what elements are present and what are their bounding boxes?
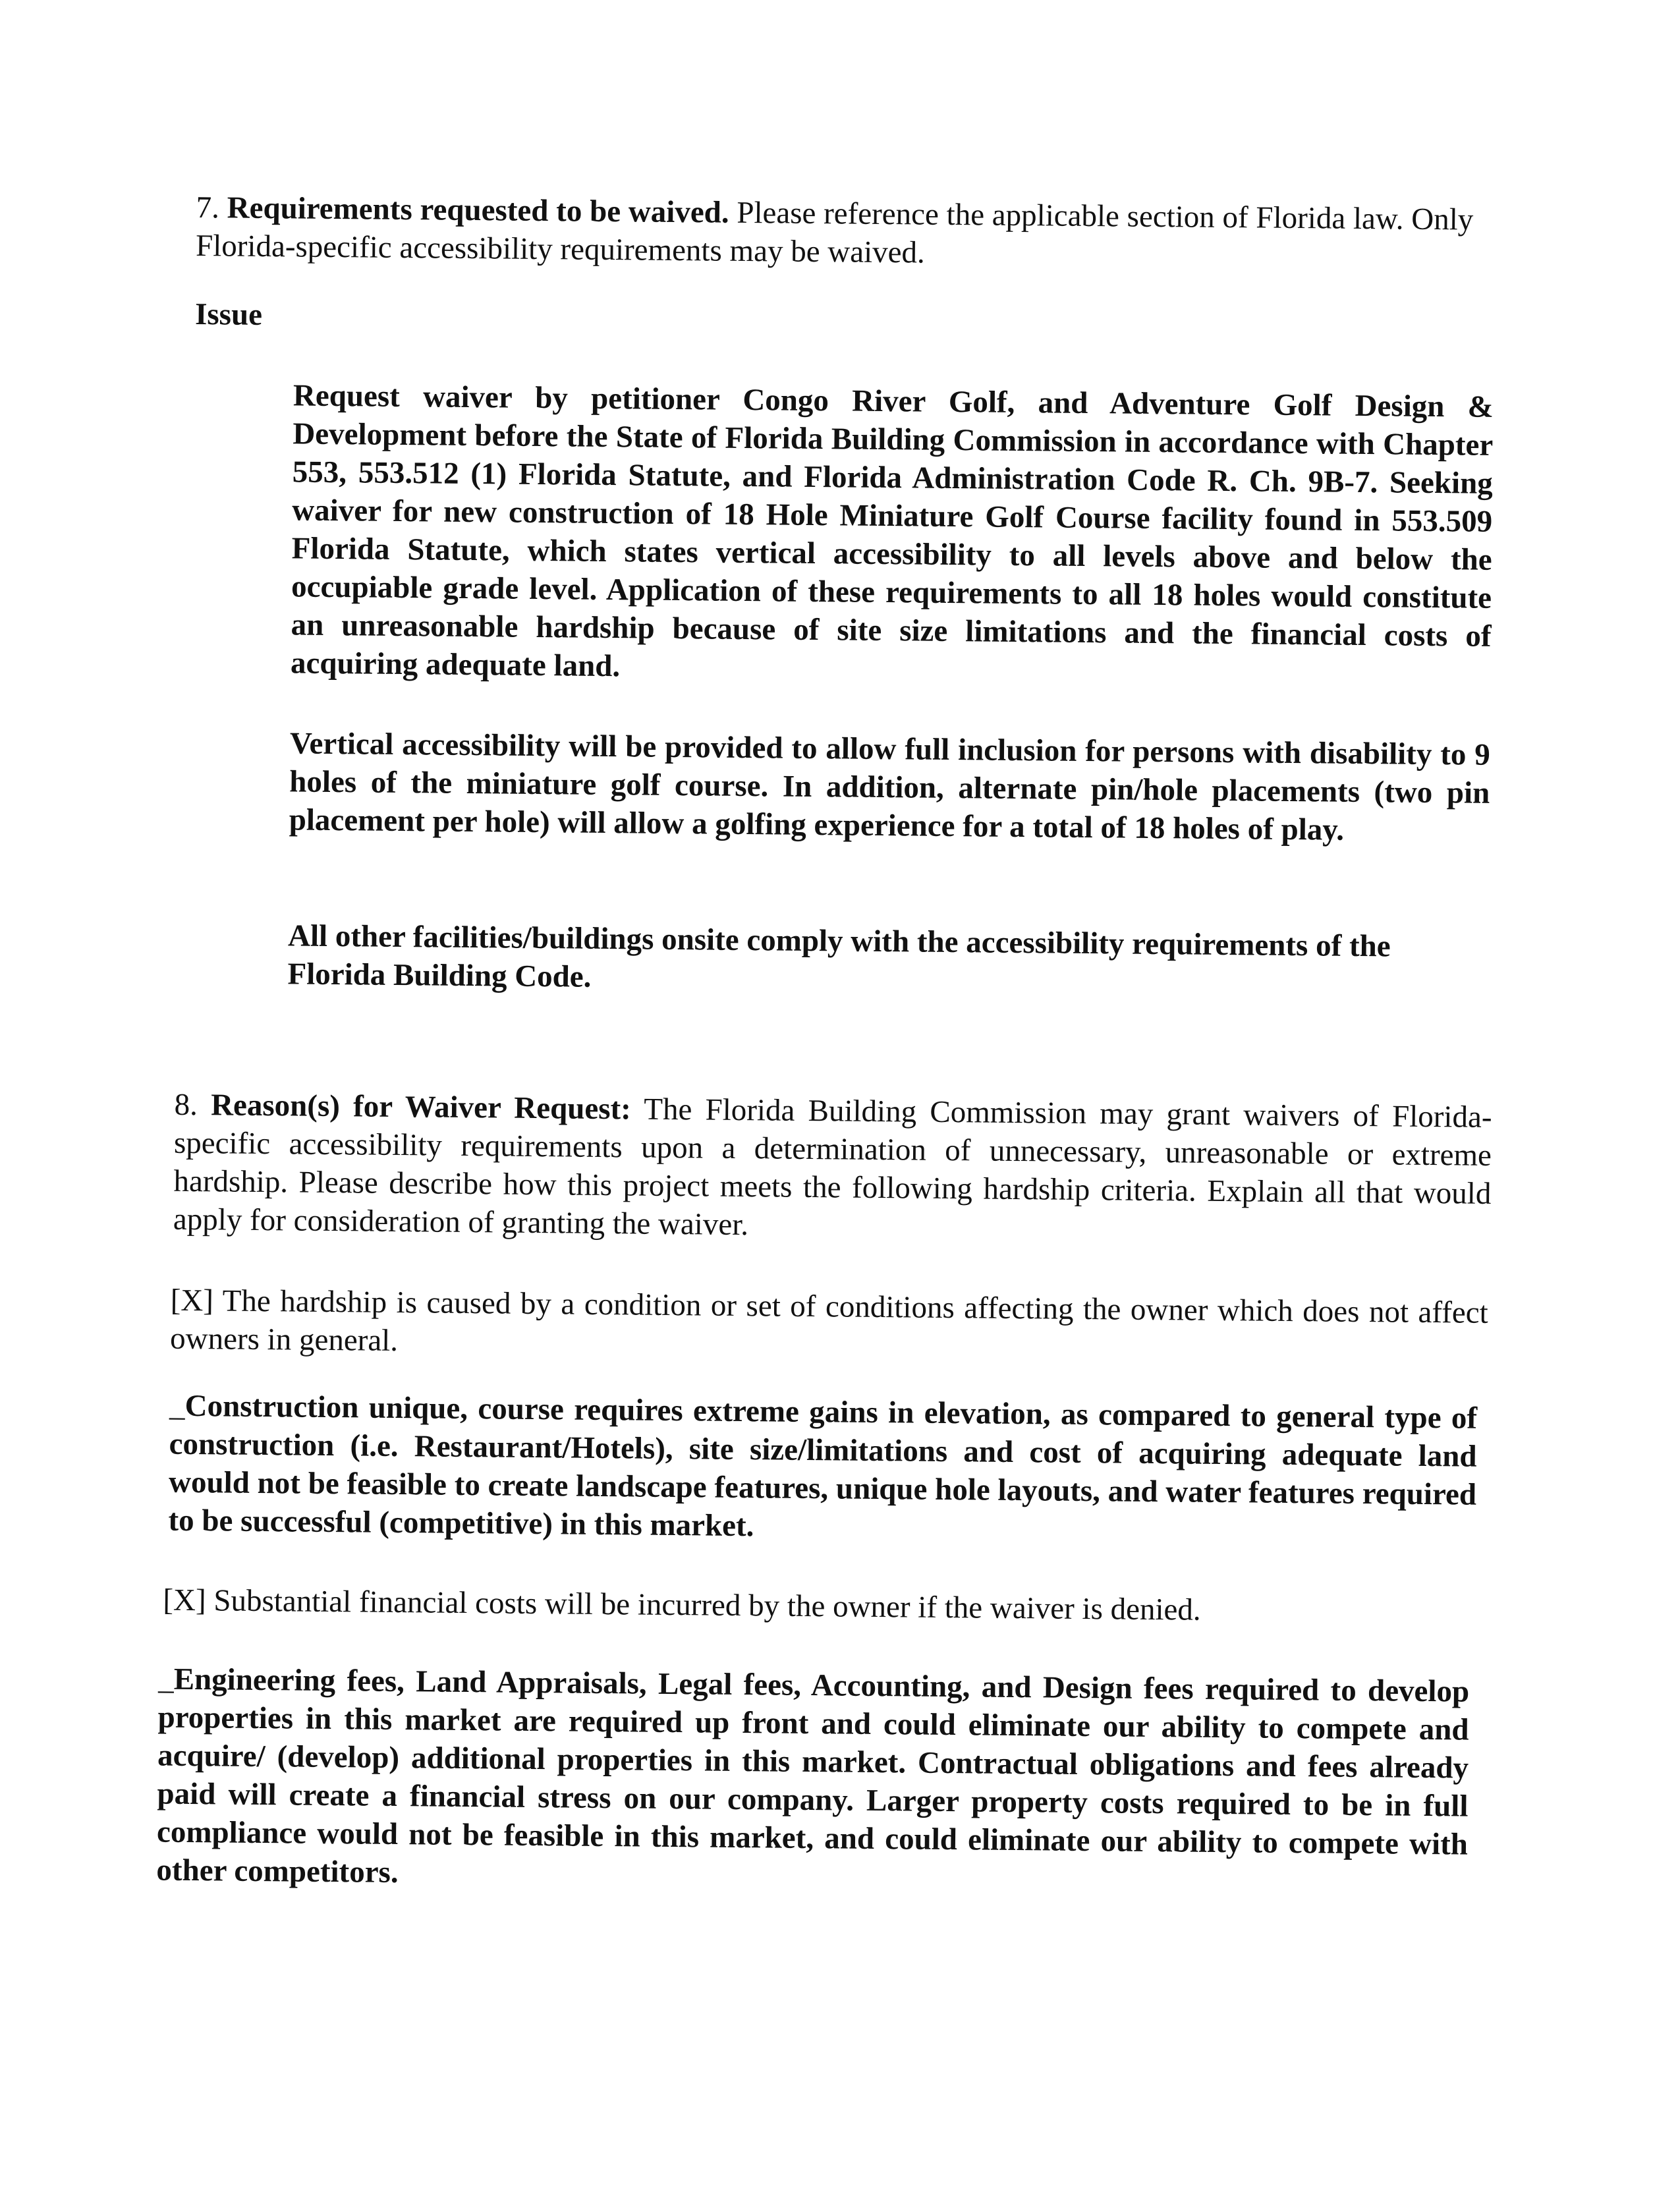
section-8-heading: Reason(s) for Waiver Request:: [210, 1088, 632, 1127]
response-marker: _: [157, 1662, 174, 1697]
response-marker: _: [169, 1388, 185, 1423]
criterion-1: [170, 1281, 1488, 1370]
criterion-1-response-text: Construction unique, course requires extreme gains in elevation, as compared to general type of construction (i.e. Restaurant/Hotels), site size/limitations and cost of acquiring adequate land would not be feasible to create landscape features, unique hole layouts, and water features required to be successful (competitive) in this market.: [168, 1388, 1478, 1544]
section-7-number: 7.: [196, 190, 220, 225]
criterion-1-response: [168, 1387, 1477, 1552]
criterion-1-label: The hardship is caused by a condition or set of conditions affecting the owner which does not affect owners in general.: [169, 1283, 1488, 1358]
issue-label: Issue: [194, 296, 263, 332]
criterion-2-response-text: Engineering fees, Land Appraisals, Legal fees, Accounting, and Design fees required to develop properties in this market are required up front and could eliminate our ability to compete and acquire/ (develop) additional properties in this market. Contractual obligations and fees already paid will create a financial stress on our company. Larger property costs required to be in full compliance would not be feasible in this market, and could eliminate our ability to compete with other competitors.: [156, 1662, 1470, 1890]
section-7-text: Please reference the applicable section of Florida law. Only Florida-specific accessibility requirements may be waived.: [195, 195, 1474, 270]
issue-paragraph-3: All other facilities/buildings onsite comply with the accessibility requirements of the Florida Building Code.: [287, 918, 1391, 994]
issue-paragraph-2: Vertical accessibility will be provided to allow full inclusion for persons with disability to 9 holes of the miniature golf course. In addition, alternate pin/hole placements (two pin placement per hole) will allow a golfing experience for a total of 18 holes of play.: [289, 726, 1491, 847]
criterion-2-checkbox: [X]: [163, 1583, 206, 1618]
section-8-text: The Florida Building Commission may grant waivers of Florida-specific accessibility requirements upon a determination of unnecessary, unreasonable or extreme hardship. Please describe how this project meets the following hardship criteria. Explain all that would apply for consideration of granting the waiver.: [173, 1092, 1492, 1243]
criterion-2-label: Substantial financial costs will be incurred by the owner if the waiver is denied.: [213, 1583, 1201, 1627]
section-7: [196, 188, 1507, 277]
criterion-2-response: [156, 1660, 1469, 1902]
criterion-1-checkbox: [X]: [170, 1283, 214, 1318]
section-8: [173, 1086, 1492, 1251]
section-8-number: 8.: [174, 1087, 198, 1123]
section-7-heading: Requirements requested to be waived.: [227, 190, 729, 230]
issue-paragraph-1: Request waiver by petitioner Congo River Golf, and Adventure Golf Design & Development before the State of Florida Building Commission in accordance with Chapter 553, 553.512 (1) Florida Statute, and Florida Administration Code R. Ch. 9B-7. Seeking waiver for new construction of 18 Hole Miniature Golf Course facility found in 553.509 Florida Statute, which states vertical accessibility to all levels above and below the occupiable grade level. Application of these requirements to all 18 holes would constitute an unreasonable hardship because of site size limitations and the financial costs of acquiring adequate land.: [290, 378, 1494, 684]
criterion-2: [163, 1581, 1480, 1632]
